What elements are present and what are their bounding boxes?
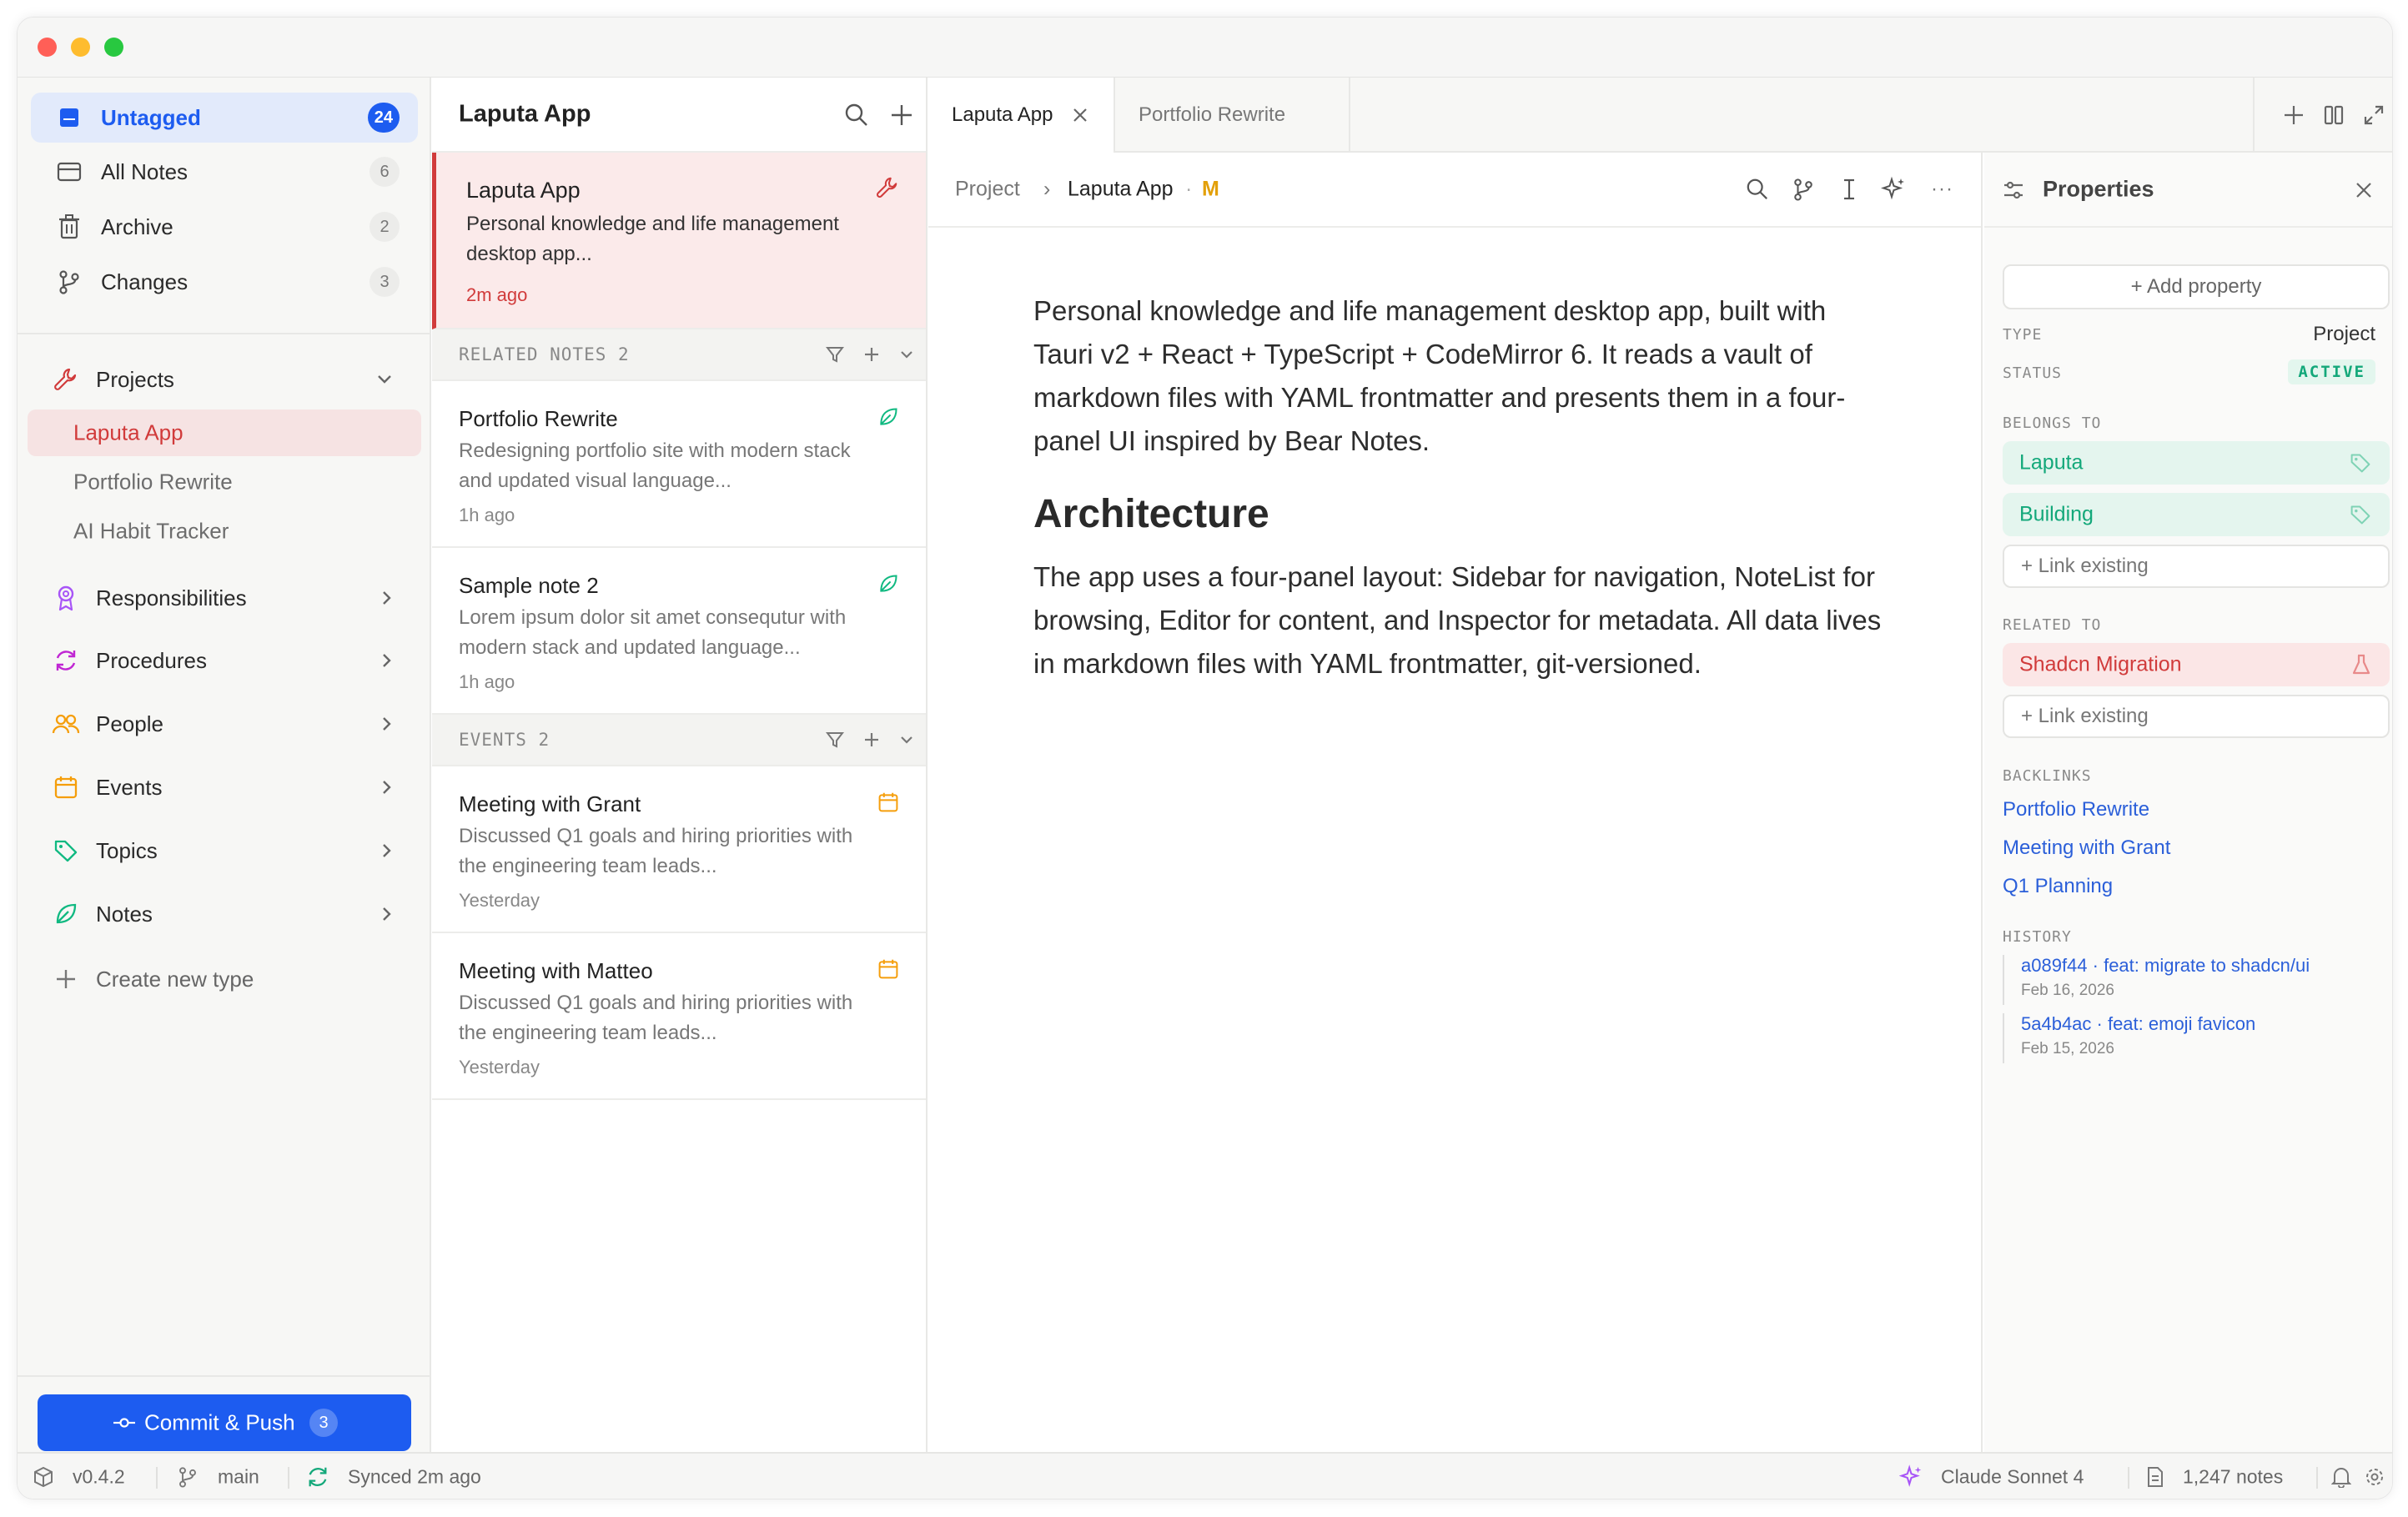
chevron-down-icon[interactable] xyxy=(899,735,914,745)
sync-status: Synced 2m ago xyxy=(348,1465,481,1488)
close-window-button[interactable] xyxy=(38,38,57,57)
people-icon xyxy=(52,712,80,736)
note-item[interactable] xyxy=(432,766,926,933)
note-snippet: Personal knowledge and life management desktop app... xyxy=(466,213,839,265)
sidebar-group-label: Responsibilities xyxy=(96,585,247,610)
commit-push-button[interactable] xyxy=(38,1394,411,1451)
document-icon xyxy=(2146,1466,2164,1488)
history-label: HISTORY xyxy=(2003,928,2072,946)
sidebar-divider xyxy=(18,1375,430,1377)
plus-icon xyxy=(55,968,77,990)
filter-icon[interactable] xyxy=(826,345,844,364)
history-entry[interactable] xyxy=(2003,1013,2255,1063)
status-separator xyxy=(2316,1467,2318,1489)
chevron-right-icon[interactable] xyxy=(381,590,393,606)
note-snippet: Discussed Q1 goals and hiring priorities with the engineering team leads... xyxy=(459,825,853,877)
breadcrumb-current: Laputa App xyxy=(1068,177,1174,201)
sidebar-group-label: Events xyxy=(96,774,163,800)
count-badge: 3 xyxy=(369,267,400,297)
editor-panel xyxy=(928,153,1983,1452)
chip-label: Building xyxy=(2019,502,2094,526)
search-icon[interactable] xyxy=(1746,178,1769,201)
modified-badge: M xyxy=(1202,177,1219,201)
sidebar-group-procedures[interactable] xyxy=(31,635,418,686)
commit-push-label: Commit & Push xyxy=(144,1409,295,1435)
sidebar-item-label: Archive xyxy=(101,213,173,239)
breadcrumb-separator: › xyxy=(1043,177,1051,201)
history-entry[interactable] xyxy=(2003,955,2310,1005)
editor-heading: Architecture xyxy=(1033,492,1269,536)
history-commit: 5a4b4ac · feat: emoji favicon xyxy=(2021,1013,2256,1034)
chevron-right-icon[interactable] xyxy=(381,652,393,669)
wrench-icon xyxy=(53,367,78,392)
refresh-icon xyxy=(53,648,78,673)
sparkles-icon xyxy=(1899,1464,1924,1489)
note-time: Yesterday xyxy=(459,890,540,911)
sidebar-group-label: Procedures xyxy=(96,647,207,673)
sidebar-item-all-notes[interactable] xyxy=(31,147,418,197)
calendar-icon xyxy=(877,791,899,813)
status-bar xyxy=(18,1452,2392,1499)
app-window xyxy=(17,17,2393,1499)
note-item[interactable] xyxy=(432,933,926,1100)
note-title: Portfolio Rewrite xyxy=(459,406,618,431)
git-branch-icon xyxy=(178,1466,198,1488)
git-branch-icon xyxy=(58,269,81,294)
sidebar-group-topics[interactable] xyxy=(31,826,418,876)
search-icon[interactable] xyxy=(844,103,869,128)
sparkles-icon[interactable] xyxy=(1881,176,1908,203)
backlink[interactable]: Q1 Planning xyxy=(2003,875,2114,897)
flask-icon xyxy=(2351,654,2371,676)
editor-content[interactable] xyxy=(1033,289,1884,686)
editor-toolbar xyxy=(928,153,1981,228)
belongs-to-chip[interactable] xyxy=(2003,493,2390,536)
note-snippet: Discussed Q1 goals and hiring priorities with the engineering team leads... xyxy=(459,992,853,1044)
note-snippet: Lorem ipsum dolor sit amet consequtur with modern stack and updated language... xyxy=(459,606,847,659)
sidebar-item-label: All Notes xyxy=(101,158,189,184)
note-item[interactable] xyxy=(432,381,926,548)
title-bar xyxy=(18,18,2392,78)
create-new-type-label: Create new type xyxy=(96,966,254,992)
sidebar-project-laputa-app[interactable] xyxy=(28,409,421,456)
package-icon xyxy=(33,1466,54,1488)
note-list-header xyxy=(432,78,926,153)
sidebar-group-events[interactable] xyxy=(31,762,418,812)
history-commit: a089f44 · feat: migrate to shadcn/ui xyxy=(2021,955,2310,976)
tag-icon xyxy=(2350,452,2371,474)
leaf-icon xyxy=(877,406,899,428)
new-tab-icon[interactable] xyxy=(2283,104,2305,126)
sidebar-group-responsibilities[interactable] xyxy=(31,573,418,623)
note-title: Meeting with Matteo xyxy=(459,958,653,983)
note-item[interactable] xyxy=(432,548,926,715)
note-title: Meeting with Grant xyxy=(459,791,641,816)
sidebar-item-archive[interactable] xyxy=(31,202,418,252)
sidebar-group-label: Topics xyxy=(96,837,158,863)
wrench-icon xyxy=(876,176,899,199)
count-badge: 24 xyxy=(368,103,400,133)
bell-icon[interactable] xyxy=(2331,1466,2351,1488)
inspector-panel xyxy=(1984,153,2393,1452)
note-snippet: Redesigning portfolio site with modern stack and updated visual language... xyxy=(459,440,851,492)
sidebar-divider xyxy=(18,333,430,334)
tab-laputa-app[interactable] xyxy=(928,78,1115,153)
notes-count-label: 1,247 notes xyxy=(2183,1465,2284,1488)
chip-label: Shadcn Migration xyxy=(2019,652,2182,676)
editor-paragraph: Personal knowledge and life management desktop app, built with Tauri v2 + React + TypeScript + CodeMirror 6. It reads a vault of markdown files with YAML frontmatter and presents them in a four-panel UI inspired by Bear Notes. xyxy=(1033,295,1846,456)
backlinks-label: BACKLINKS xyxy=(2003,767,2092,785)
sidebar-group-label: Notes xyxy=(96,901,153,927)
link-existing-label: + Link existing xyxy=(2021,555,2149,577)
events-section-header[interactable] xyxy=(432,715,926,766)
add-property-button[interactable] xyxy=(2003,264,2390,309)
inspector-title: Properties xyxy=(2043,176,2154,202)
link-existing-button[interactable] xyxy=(2003,695,2390,738)
commit-count-badge: 3 xyxy=(309,1409,338,1437)
trash-icon xyxy=(58,214,80,239)
sidebar-group-label: People xyxy=(96,711,163,736)
note-time: 2m ago xyxy=(466,284,528,305)
status-separator xyxy=(156,1467,158,1489)
tab-bar xyxy=(928,78,2393,153)
tab-bar-divider xyxy=(2253,78,2255,153)
belongs-to-label: BELONGS TO xyxy=(2003,414,2102,432)
inbox-icon xyxy=(58,106,81,129)
tab-portfolio-rewrite[interactable] xyxy=(1115,78,1350,153)
calendar-icon xyxy=(877,958,899,980)
chevron-right-icon[interactable] xyxy=(381,906,393,922)
count-badge: 6 xyxy=(369,157,400,187)
tab-label: Portfolio Rewrite xyxy=(1139,103,1286,126)
minimize-window-button[interactable] xyxy=(71,38,90,57)
sidebar-group-label: Projects xyxy=(96,366,174,392)
status-badge[interactable]: ACTIVE xyxy=(2288,359,2375,384)
link-existing-label: + Link existing xyxy=(2021,705,2149,727)
calendar-icon xyxy=(54,775,78,800)
plus-icon[interactable] xyxy=(862,731,881,749)
sidebar-group-notes[interactable] xyxy=(31,889,418,939)
note-time: 1h ago xyxy=(459,505,515,525)
sidebar-item-changes[interactable] xyxy=(31,257,418,307)
status-label: STATUS xyxy=(2003,364,2063,382)
sidebar-item-label: Untagged xyxy=(101,104,201,130)
breadcrumb-dot: · xyxy=(1185,177,1193,201)
history-date: Feb 15, 2026 xyxy=(2021,1040,2114,1057)
note-title: Sample note 2 xyxy=(459,573,599,598)
related-to-chip[interactable] xyxy=(2003,643,2390,686)
close-icon[interactable] xyxy=(2355,181,2373,199)
award-icon xyxy=(54,585,78,611)
sliders-icon xyxy=(2003,179,2024,201)
sidebar-project-portfolio-rewrite[interactable] xyxy=(28,459,421,505)
note-time: 1h ago xyxy=(459,671,515,692)
more-options-icon[interactable]: ··· xyxy=(1931,178,1953,200)
sidebar-group-people[interactable] xyxy=(31,699,418,749)
tab-label: Laputa App xyxy=(952,103,1053,126)
section-title: EVENTS 2 xyxy=(459,730,550,750)
text-cursor-icon[interactable] xyxy=(1841,178,1858,201)
project-label: Laputa App xyxy=(73,419,183,445)
chevron-down-icon[interactable] xyxy=(899,349,914,359)
add-property-label: + Add property xyxy=(2130,275,2262,298)
git-branch-icon[interactable] xyxy=(1792,178,1814,201)
sync-icon[interactable] xyxy=(306,1465,329,1489)
type-value[interactable]: Project xyxy=(2313,323,2375,345)
link-existing-button[interactable] xyxy=(2003,545,2390,588)
chevron-down-icon[interactable] xyxy=(376,374,393,385)
chip-label: Laputa xyxy=(2019,450,2084,475)
leaf-icon xyxy=(877,573,899,595)
related-notes-section-header[interactable] xyxy=(432,329,926,381)
sidebar-item-untagged[interactable] xyxy=(31,93,418,143)
leaf-icon xyxy=(53,902,78,927)
backlink[interactable]: Meeting with Grant xyxy=(2003,836,2171,859)
zoom-window-button[interactable] xyxy=(104,38,123,57)
backlink[interactable]: Portfolio Rewrite xyxy=(2003,798,2150,821)
tag-icon xyxy=(2350,504,2371,525)
count-badge: 2 xyxy=(369,212,400,242)
add-note-icon[interactable] xyxy=(889,103,914,128)
status-separator xyxy=(288,1467,289,1489)
close-tab-icon[interactable] xyxy=(1072,107,1088,123)
sidebar-item-label: Changes xyxy=(101,269,189,294)
notes-icon xyxy=(57,160,82,183)
tag-icon xyxy=(53,838,78,863)
git-commit-icon xyxy=(113,1417,136,1429)
chevron-right-icon[interactable] xyxy=(381,716,393,732)
status-separator xyxy=(2128,1467,2129,1489)
chevron-right-icon[interactable] xyxy=(381,779,393,796)
note-time: Yesterday xyxy=(459,1057,540,1077)
breadcrumb-parent[interactable]: Project xyxy=(955,177,1020,201)
plus-icon[interactable] xyxy=(862,345,881,364)
create-new-type-button[interactable] xyxy=(31,954,418,1004)
version-label: v0.4.2 xyxy=(73,1465,125,1488)
branch-label[interactable]: main xyxy=(218,1465,259,1488)
inspector-header xyxy=(1984,153,2393,228)
belongs-to-chip[interactable] xyxy=(2003,441,2390,485)
project-label: AI Habit Tracker xyxy=(73,518,229,544)
note-title: Laputa App xyxy=(466,178,581,203)
type-label: TYPE xyxy=(2003,326,2043,344)
note-item-selected[interactable] xyxy=(432,153,926,329)
chevron-right-icon[interactable] xyxy=(381,842,393,859)
sidebar-group-projects[interactable] xyxy=(31,354,418,404)
sidebar-project-ai-habit-tracker[interactable] xyxy=(28,508,421,555)
note-list xyxy=(432,78,928,1452)
split-view-icon[interactable] xyxy=(2323,104,2345,126)
filter-icon[interactable] xyxy=(826,731,844,749)
section-title: RELATED NOTES 2 xyxy=(459,344,630,364)
expand-icon[interactable] xyxy=(2363,104,2385,126)
note-list-title: Laputa App xyxy=(459,100,591,128)
project-label: Portfolio Rewrite xyxy=(73,469,233,495)
editor-paragraph: The app uses a four-panel layout: Sidebar for navigation, NoteList for browsing, Editor for content, and Inspector for metadata. All data lives in markdown files with YAML frontmatter, git-versioned. xyxy=(1033,561,1882,679)
sidebar xyxy=(18,78,431,1452)
settings-gear-icon[interactable] xyxy=(2365,1467,2385,1487)
history-date: Feb 16, 2026 xyxy=(2021,982,2114,999)
model-label[interactable]: Claude Sonnet 4 xyxy=(1941,1465,2084,1488)
related-to-label: RELATED TO xyxy=(2003,616,2102,634)
